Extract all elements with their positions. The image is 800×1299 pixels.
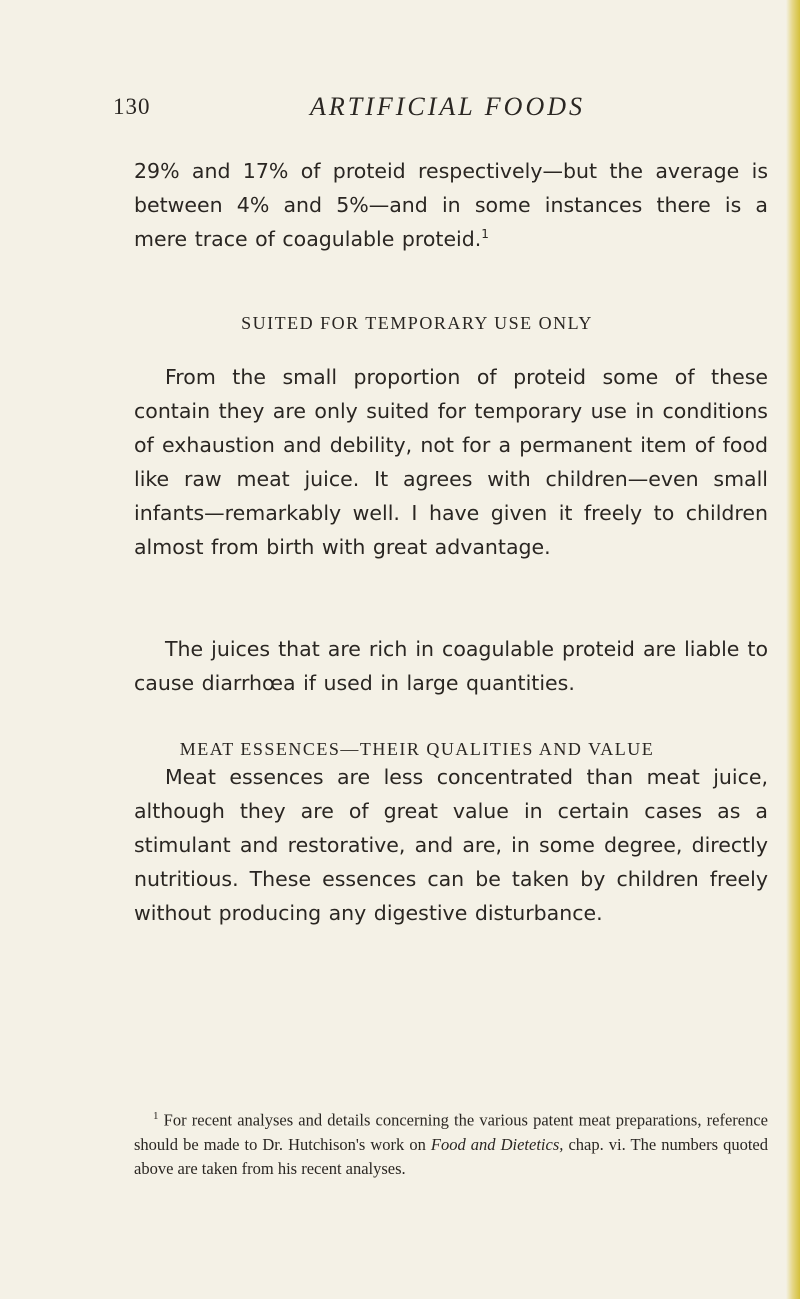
section-heading-temporary-use: SUITED FOR TEMPORARY USE ONLY (241, 313, 593, 333)
section-heading-meat-essences: MEAT ESSENCES—THEIR QUALITIES AND VALUE (179, 739, 655, 759)
page-edge-shading (786, 0, 800, 1299)
paragraph-3: The juices that are rich in coagulable proteid are liable to cause diarrhœa if used in large quantities. (134, 637, 768, 695)
footnote-text-after: chap. vi. The numbers quoted above are taken from his recent analyses. (134, 1134, 768, 1178)
footnote-reference: 1 (481, 227, 489, 242)
paragraph-2: From the small proportion of proteid some of these contain they are only suited for temporary use in conditions of exhaustion and debility, not for a permanent item of food like raw meat juice. It agrees with children—even small infants—remarkably well. I have given it freely to children almost from birth with great advantage. (134, 365, 768, 559)
footnote-mark: 1 (153, 1110, 159, 1122)
running-title: ARTIFICIAL FOODS (310, 92, 586, 121)
paragraph-4: Meat essences are less concentrated than meat juice, although they are of great value in certain cases as a stimulant and restorative, and are, in some degree, directly nutritious. These essences can be taken by children freely without producing any digestive disturbance. (134, 765, 768, 925)
footnote-text-before: For recent analyses and details concerning the various patent meat preparations, reference should be made to Dr. Hutchison's work on (134, 1110, 768, 1154)
page-number: 130 (113, 94, 151, 119)
paragraph-1-text: 29% and 17% of proteid respectively—but the average is between 4% and 5%—and in some instances there is a mere trace of coagulable proteid. (134, 159, 768, 251)
footnote-book-title: Food and Dietetics, (430, 1134, 564, 1154)
paragraph-1 (134, 154, 768, 256)
footnote (134, 1104, 768, 1181)
running-head (0, 94, 800, 130)
